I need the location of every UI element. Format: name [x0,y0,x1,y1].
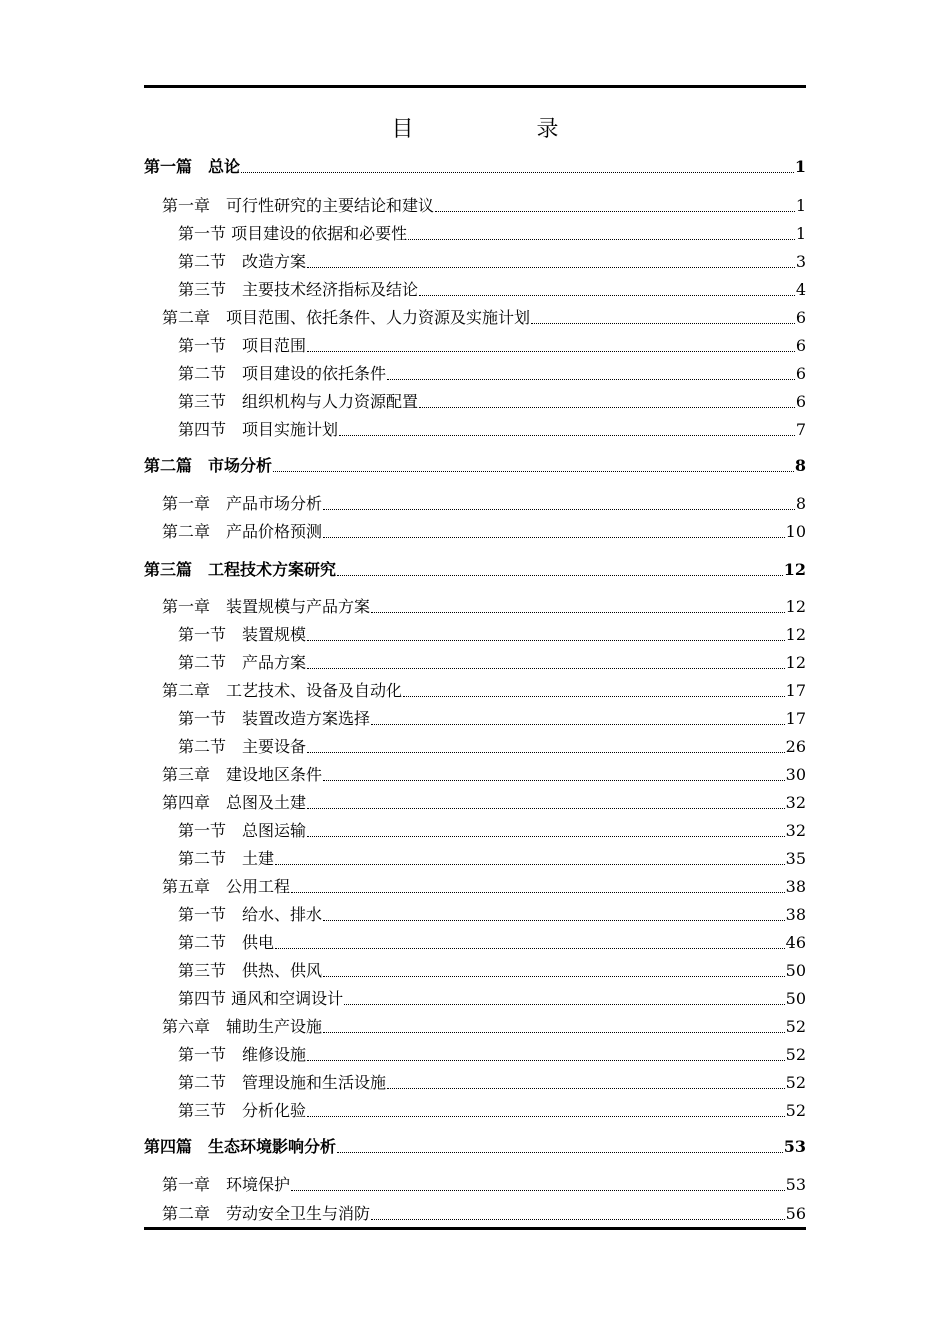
toc-entry-label: 第一节 装置规模 [178,625,307,644]
dot-leader [408,238,795,240]
toc-section-entry[interactable] [178,363,806,385]
toc-section-entry[interactable] [178,251,806,273]
toc-entry-page-number: 1 [795,196,806,215]
toc-entry-page-number: 38 [785,905,806,924]
toc-chapter-entry[interactable] [162,493,806,515]
toc-entry-label: 第四章 总图及土建 [162,793,307,812]
toc-section-entry[interactable] [178,708,806,730]
dot-leader [275,947,785,949]
dot-leader [419,406,795,408]
toc-entry-page-number: 6 [795,308,806,327]
toc-entry-page-number: 50 [785,989,806,1008]
toc-section-entry[interactable] [178,223,806,245]
dot-leader [323,508,795,510]
toc-part-entry[interactable] [144,156,806,178]
toc-entry-label: 第一章 产品市场分析 [162,494,323,513]
toc-entry-label: 第二节 产品方案 [178,653,307,672]
dot-leader [273,470,794,472]
toc-entry-label: 第一节 维修设施 [178,1045,307,1064]
toc-entry-label: 第四篇 生态环境影响分析 [144,1137,337,1156]
toc-entry-page-number: 3 [795,252,806,271]
toc-entry-page-number: 12 [785,625,806,644]
toc-entry-page-number: 56 [785,1204,806,1223]
dot-leader [323,536,785,538]
toc-entry-label: 第二章 产品价格预测 [162,522,323,541]
toc-chapter-entry[interactable] [162,307,806,329]
toc-entry-page-number: 52 [785,1017,806,1036]
toc-chapter-entry[interactable] [162,596,806,618]
toc-part-entry[interactable] [144,559,806,581]
toc-entry-page-number: 53 [783,1137,806,1156]
toc-section-entry[interactable] [178,1100,806,1122]
dot-leader [337,1151,783,1153]
toc-entry-page-number: 32 [785,793,806,812]
dot-leader [435,210,795,212]
dot-leader [291,891,785,893]
toc-entry-page-number: 6 [795,392,806,411]
dot-leader [371,723,785,725]
dot-leader [241,171,794,173]
dot-leader [291,1189,785,1191]
toc-entry-page-number: 17 [785,709,806,728]
toc-section-entry[interactable] [178,1044,806,1066]
toc-section-entry[interactable] [178,279,806,301]
dot-leader [419,294,795,296]
toc-entry-page-number: 6 [795,336,806,355]
toc-entry-label: 第二节 改造方案 [178,252,307,271]
toc-entry-label: 第一篇 总论 [144,157,241,176]
toc-entry-label: 第六章 辅助生产设施 [162,1017,323,1036]
toc-section-entry[interactable] [178,736,806,758]
toc-chapter-entry[interactable] [162,764,806,786]
dot-leader [371,1218,785,1220]
toc-entry-page-number: 12 [785,597,806,616]
toc-entry-label: 第二节 供电 [178,933,275,952]
toc-entry-label: 第一节 装置改造方案选择 [178,709,371,728]
toc-entry-page-number: 10 [785,522,806,541]
toc-chapter-entry[interactable] [162,195,806,217]
toc-entry-page-number: 38 [785,877,806,896]
toc-entry-label: 第二节 土建 [178,849,275,868]
toc-entry-page-number: 52 [785,1045,806,1064]
toc-entry-page-number: 50 [785,961,806,980]
dot-leader [371,611,785,613]
toc-section-entry[interactable] [178,419,806,441]
toc-entry-label: 第一节 给水、排水 [178,905,323,924]
toc-chapter-entry[interactable] [162,876,806,898]
toc-entry-label: 第一章 环境保护 [162,1175,291,1194]
toc-chapter-entry[interactable] [162,1174,806,1196]
toc-part-entry[interactable] [144,455,806,477]
toc-entry-page-number: 8 [794,456,806,475]
dot-leader [323,779,785,781]
dot-leader [307,1059,785,1061]
toc-entry-label: 第三章 建设地区条件 [162,765,323,784]
toc-section-entry[interactable] [178,652,806,674]
toc-entry-page-number: 46 [785,933,806,952]
dot-leader [337,574,783,576]
toc-entry-label: 第三节 组织机构与人力资源配置 [178,392,419,411]
dot-leader [339,434,795,436]
toc-entry-label: 第三篇 工程技术方案研究 [144,560,337,579]
dot-leader [307,1115,785,1117]
toc-entry-label: 第一节 项目建设的依据和必要性 [178,224,408,243]
bottom-rule [144,1227,806,1230]
dot-leader [403,695,785,697]
toc-entry-page-number: 30 [785,765,806,784]
toc-entry-label: 第一章 可行性研究的主要结论和建议 [162,196,435,215]
toc-entry-page-number: 53 [785,1175,806,1194]
toc-entry-page-number: 52 [785,1073,806,1092]
toc-title: 目 录 [391,117,617,142]
toc-section-entry[interactable] [178,904,806,926]
toc-chapter-entry[interactable] [162,1016,806,1038]
toc-entry-page-number: 12 [783,560,806,579]
dot-leader [323,1031,785,1033]
toc-entry-page-number: 32 [785,821,806,840]
toc-entry-label: 第二章 工艺技术、设备及自动化 [162,681,403,700]
dot-leader [307,667,785,669]
toc-entry-page-number: 52 [785,1101,806,1120]
toc-section-entry[interactable] [178,960,806,982]
toc-part-entry[interactable] [144,1136,806,1158]
toc-entry-label: 第二节 管理设施和生活设施 [178,1073,387,1092]
toc-entry-label: 第二章 劳动安全卫生与消防 [162,1204,371,1223]
dot-leader [307,807,785,809]
toc-chapter-entry[interactable] [162,792,806,814]
toc-entry-page-number: 26 [785,737,806,756]
dot-leader [531,322,795,324]
dot-leader [307,835,785,837]
toc-entry-label: 第四节 通风和空调设计 [178,989,344,1008]
toc-entry-label: 第二节 主要设备 [178,737,307,756]
toc-entry-label: 第二节 项目建设的依托条件 [178,364,387,383]
toc-section-entry[interactable] [178,932,806,954]
toc-entry-label: 第一章 装置规模与产品方案 [162,597,371,616]
toc-entry-page-number: 6 [795,364,806,383]
toc-entry-page-number: 12 [785,653,806,672]
toc-entry-label: 第一节 项目范围 [178,336,307,355]
toc-section-entry[interactable] [178,848,806,870]
toc-entry-label: 第三节 分析化验 [178,1101,307,1120]
toc-entry-page-number: 7 [795,420,806,439]
toc-entry-label: 第二篇 市场分析 [144,456,273,475]
dot-leader [323,975,785,977]
toc-entry-page-number: 1 [794,157,806,176]
toc-chapter-entry[interactable] [162,680,806,702]
toc-entry-page-number: 35 [785,849,806,868]
toc-entry-page-number: 17 [785,681,806,700]
toc-section-entry[interactable] [178,624,806,646]
dot-leader [307,350,795,352]
dot-leader [323,919,785,921]
toc-entry-label: 第四节 项目实施计划 [178,420,339,439]
toc-entry-label: 第二章 项目范围、依托条件、人力资源及实施计划 [162,308,531,327]
dot-leader [387,378,795,380]
toc-entry-page-number: 4 [795,280,806,299]
toc-entry-label: 第五章 公用工程 [162,877,291,896]
toc-entry-label: 第三节 主要技术经济指标及结论 [178,280,419,299]
dot-leader [307,266,795,268]
toc-section-entry[interactable] [178,335,806,357]
toc-section-entry[interactable] [178,988,806,1010]
dot-leader [307,751,785,753]
dot-leader [344,1003,785,1005]
dot-leader [307,639,785,641]
toc-entry-label: 第一节 总图运输 [178,821,307,840]
toc-chapter-entry[interactable] [162,1203,806,1225]
toc-entry-label: 第三节 供热、供风 [178,961,323,980]
toc-chapter-entry[interactable] [162,521,806,543]
toc-entry-page-number: 1 [795,224,806,243]
toc-section-entry[interactable] [178,1072,806,1094]
dot-leader [275,863,785,865]
toc-section-entry[interactable] [178,391,806,413]
dot-leader [387,1087,785,1089]
toc-section-entry[interactable] [178,820,806,842]
toc-entry-page-number: 8 [795,494,806,513]
